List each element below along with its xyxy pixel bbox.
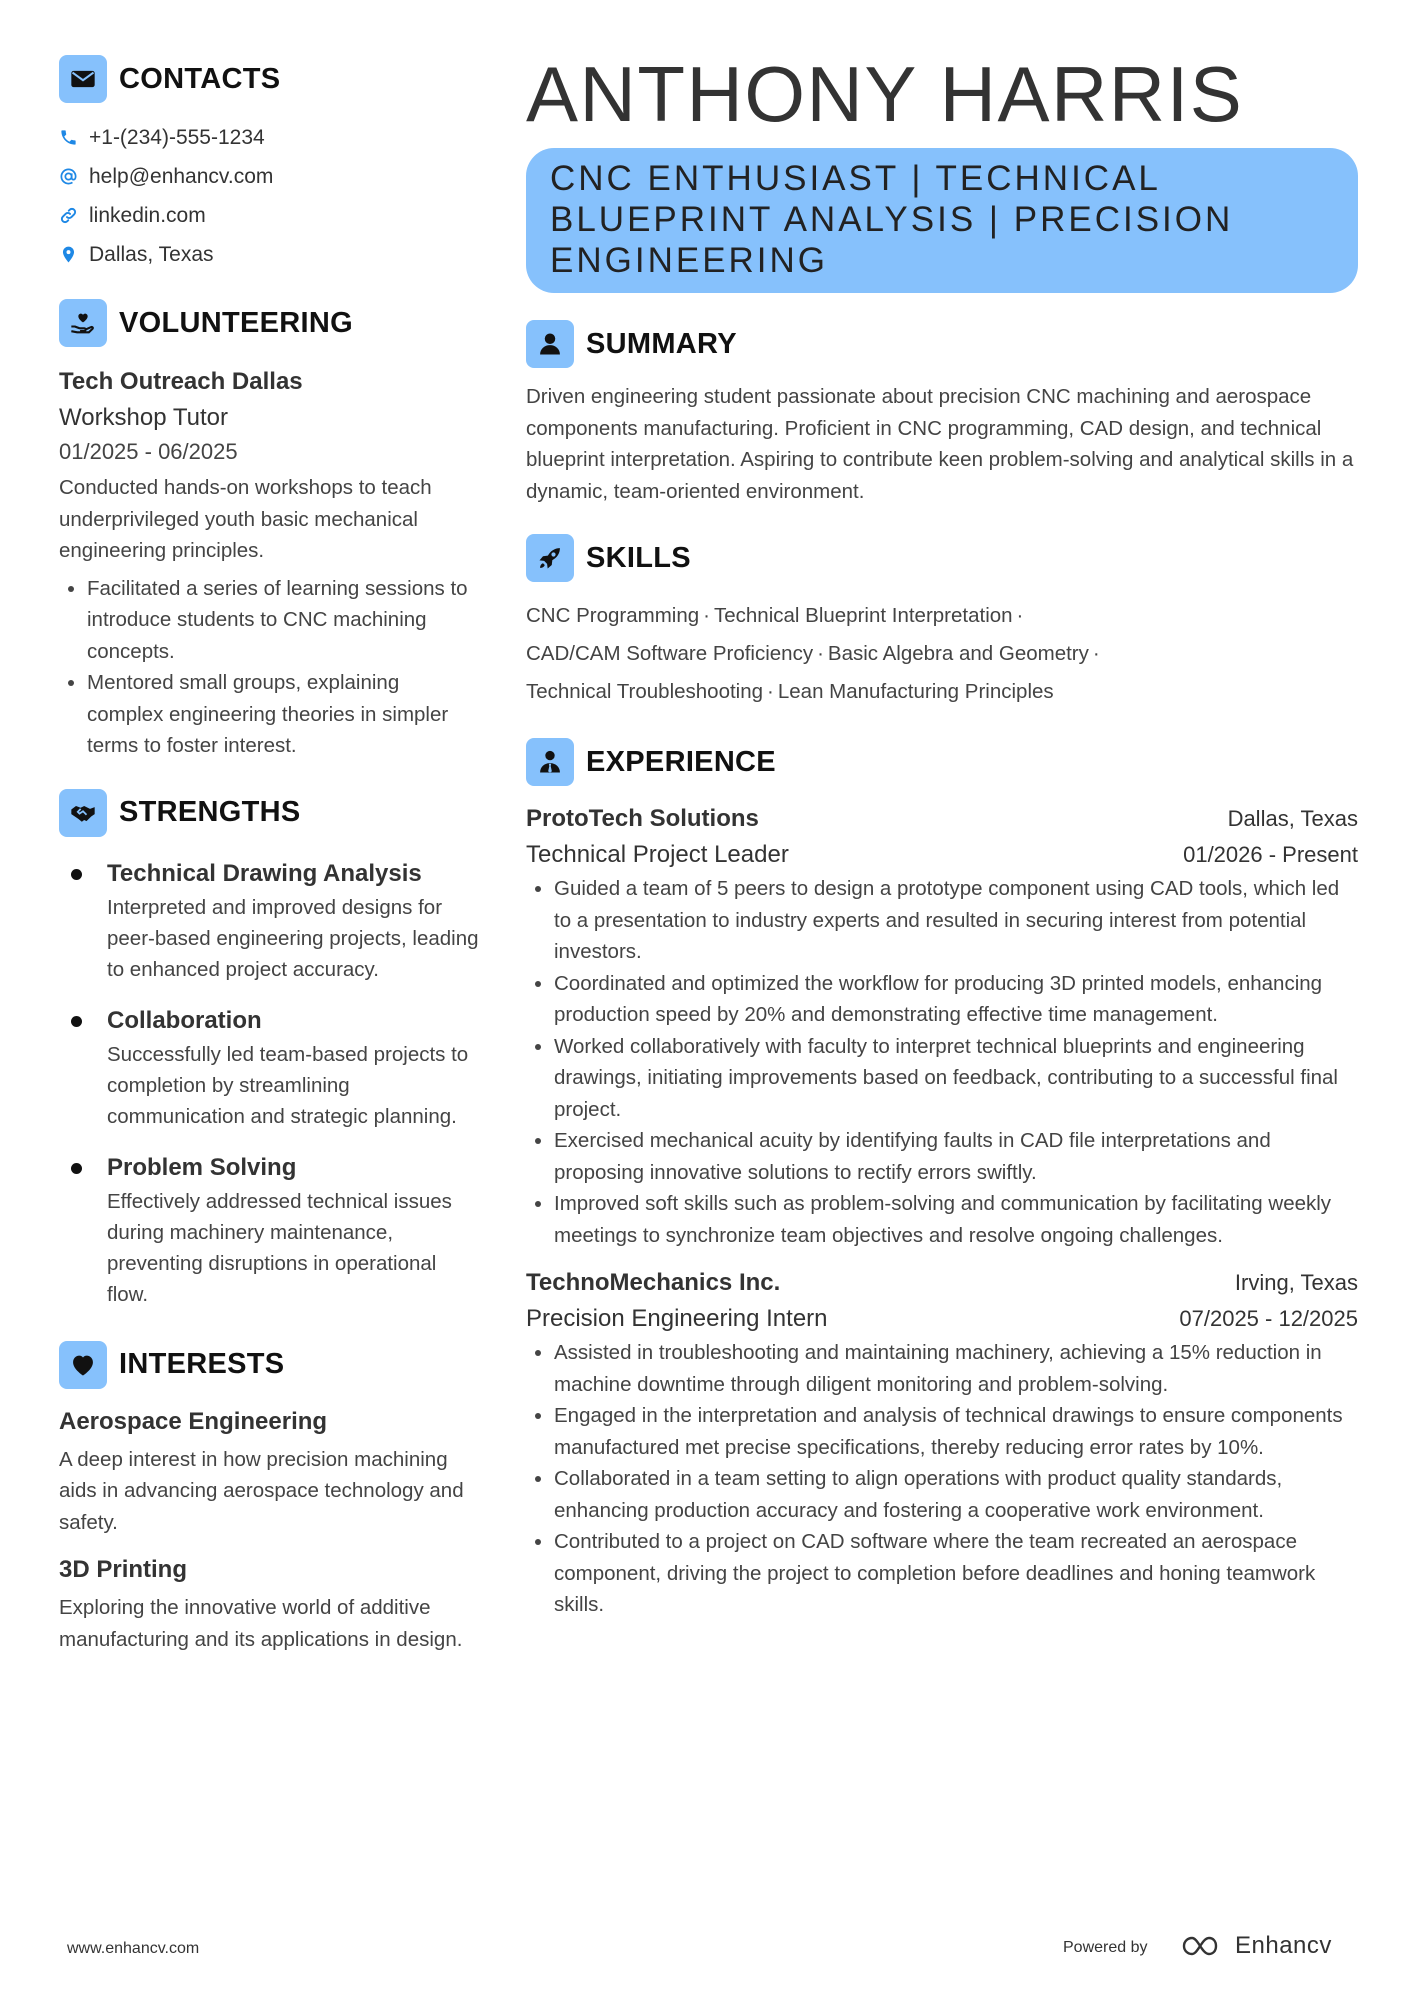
right-column xyxy=(526,50,1358,1621)
job-location: Irving, Texas xyxy=(1234,1270,1358,1295)
enhancv-logo[interactable] xyxy=(1181,1932,1332,1960)
summary-text: Driven engineering student passionate about precision CNC machining and aerospace components manufacturing. Proficient in CNC programming, CAD design, and technical blueprint interpretation. Aspiring to contribute keen problem-solving and analytical skills in a dynamic, team-oriented environment. xyxy=(526,385,1354,503)
interest-title: Aerospace Engineering xyxy=(59,1407,328,1435)
enhancv-logo-icon xyxy=(1181,1933,1227,1959)
interest-item xyxy=(59,1552,479,1655)
job-row xyxy=(526,801,1358,837)
at-icon xyxy=(59,167,89,186)
strength-description: Effectively addressed technical issues during machinery maintenance, preventing disruptions in operational flow. xyxy=(107,1189,452,1306)
link-icon xyxy=(59,206,89,225)
strengths-section xyxy=(59,788,479,1310)
job-dates: 07/2025 - 12/2025 xyxy=(1179,1306,1358,1331)
volunteering-bullet: Mentored small groups, explaining complex engineering theories in simpler terms to foster interest. xyxy=(59,667,479,762)
volunteering-description: Conducted hands-on workshops to teach underprivileged youth basic mechanical engineering principles. xyxy=(59,476,432,562)
strength-item xyxy=(59,1150,479,1310)
contact-location-text: Dallas, Texas xyxy=(89,242,214,266)
strength-item xyxy=(59,856,479,985)
skill-item: Lean Manufacturing Principles xyxy=(777,680,1054,703)
user-icon xyxy=(526,320,574,368)
skills-list xyxy=(526,597,1358,711)
contact-email-text: help@enhancv.com xyxy=(89,164,274,188)
skill-separator: · xyxy=(767,680,774,703)
job-entry xyxy=(526,1265,1358,1621)
interest-description: A deep interest in how precision machining aids in advancing aerospace technology and safety. xyxy=(59,1447,464,1534)
job-row xyxy=(526,837,1358,873)
job-location: Dallas, Texas xyxy=(1227,806,1358,831)
job-bullets xyxy=(526,1337,1358,1621)
envelope-icon xyxy=(59,55,107,103)
strength-title: Problem Solving xyxy=(59,1150,479,1186)
skill-separator: · xyxy=(1016,604,1024,627)
skill-separator: · xyxy=(817,642,824,665)
skill-item: Technical Blueprint Interpretation xyxy=(713,604,1013,627)
job-bullet: Contributed to a project on CAD software where the team recreated an aerospace component, driving the project to completion before deadlines and honing teamwork skills. xyxy=(526,1526,1358,1621)
phone-icon xyxy=(59,128,89,147)
contact-location xyxy=(59,235,479,274)
skills-title: SKILLS xyxy=(586,541,691,574)
volunteering-section xyxy=(59,298,479,762)
job-bullet: Exercised mechanical acuity by identifying faults in CAD file interpretations and proposing innovative solutions to rectify errors swiftly. xyxy=(526,1125,1358,1188)
job-bullet: Collaborated in a team setting to align operations with product quality standards, enhancing production accuracy and fostering a cooperative work environment. xyxy=(526,1463,1358,1526)
contact-linkedin[interactable] xyxy=(59,196,479,235)
strength-item xyxy=(59,1003,479,1132)
contact-phone[interactable] xyxy=(59,118,479,157)
skill-separator: · xyxy=(1092,642,1100,665)
strength-title: Collaboration xyxy=(59,1003,479,1039)
skill-item: Technical Troubleshooting xyxy=(526,680,764,703)
contacts-section xyxy=(59,54,479,274)
footer-brand: Enhancv xyxy=(1235,1932,1332,1959)
skill-item: Basic Algebra and Geometry xyxy=(827,642,1089,665)
footer-url[interactable]: www.enhancv.com xyxy=(67,1940,200,1957)
skills-line xyxy=(526,635,1358,673)
contact-phone-text: +1-(234)-555-1234 xyxy=(89,125,265,149)
location-pin-icon xyxy=(59,245,89,264)
job-bullet: Guided a team of 5 peers to design a prototype component using CAD tools, which led to a presentation to industry experts and resulted in securing interest from potential investors. xyxy=(526,873,1358,968)
strength-description: Successfully led team-based projects to completion by streamlining communication and strategic planning. xyxy=(107,1042,469,1128)
job-company: TechnoMechanics Inc. xyxy=(526,1269,781,1296)
handshake-icon xyxy=(59,789,107,837)
volunteering-header xyxy=(59,298,479,348)
skills-line xyxy=(526,673,1358,711)
experience-header xyxy=(526,737,1358,787)
contact-linkedin-text: linkedin.com xyxy=(89,203,206,227)
skills-line xyxy=(526,597,1358,635)
summary-header xyxy=(526,319,1358,369)
skill-separator: · xyxy=(703,604,710,627)
job-row xyxy=(526,1265,1358,1301)
job-bullet: Coordinated and optimized the workflow for producing 3D printed models, enhancing production speed by 20% and demonstrating effective time management. xyxy=(526,968,1358,1031)
skill-item: CAD/CAM Software Proficiency xyxy=(526,642,814,665)
left-column xyxy=(59,54,479,1655)
candidate-name: ANTHONY HARRIS xyxy=(526,50,1244,138)
summary-title: SUMMARY xyxy=(586,327,737,360)
job-bullet: Worked collaboratively with faculty to interpret technical blueprints and engineering drawings, initiating improvements based on feedback, contributing to a successful final project. xyxy=(526,1031,1358,1126)
contact-list xyxy=(59,118,479,274)
job-entry xyxy=(526,801,1358,1251)
experience-section xyxy=(526,737,1358,1621)
hand-heart-icon xyxy=(59,299,107,347)
job-company: ProtoTech Solutions xyxy=(526,805,759,832)
rocket-icon xyxy=(526,534,574,582)
job-title: Precision Engineering Intern xyxy=(526,1305,828,1332)
job-row xyxy=(526,1301,1358,1337)
contacts-header xyxy=(59,54,479,104)
volunteering-org: Tech Outreach Dallas xyxy=(59,368,303,395)
interest-title: 3D Printing xyxy=(59,1556,188,1583)
contacts-title: CONTACTS xyxy=(119,62,281,95)
skills-section xyxy=(526,533,1358,711)
heart-icon xyxy=(59,1341,107,1389)
interests-title: INTERESTS xyxy=(119,1348,285,1380)
strength-title: Technical Drawing Analysis xyxy=(59,856,479,892)
footer xyxy=(0,1930,1410,1970)
interests-section xyxy=(59,1340,479,1656)
volunteering-title: VOLUNTEERING xyxy=(119,306,353,339)
volunteering-bullets xyxy=(59,573,479,762)
skills-header xyxy=(526,533,1358,583)
experience-title: EXPERIENCE xyxy=(586,745,776,778)
contact-email[interactable] xyxy=(59,157,479,196)
job-bullet: Engaged in the interpretation and analysis of technical drawings to ensure components manufactured met precise specifications, thereby reducing error rates by 10%. xyxy=(526,1400,1358,1463)
job-bullet: Assisted in troubleshooting and maintaining machinery, achieving a 15% reduction in machine downtime through diligent monitoring and problem-solving. xyxy=(526,1337,1358,1400)
job-bullet: Improved soft skills such as problem-solving and communication by facilitating weekly meetings to synchronize team objectives and resolve ongoing challenges. xyxy=(526,1188,1358,1251)
skill-item: CNC Programming xyxy=(526,604,700,627)
interests-header xyxy=(59,1340,479,1390)
job-title: Technical Project Leader xyxy=(526,841,789,868)
volunteering-bullet: Facilitated a series of learning sessions to introduce students to CNC machining concepts. xyxy=(59,573,479,668)
candidate-tagline: CNC ENTHUSIAST | TECHNICAL BLUEPRINT ANALYSIS | PRECISION ENGINEERING xyxy=(526,148,1358,293)
strength-description: Interpreted and improved designs for peer-based engineering projects, leading to enhanced project accuracy. xyxy=(107,895,479,981)
volunteering-role: Workshop Tutor xyxy=(59,404,228,431)
strengths-header xyxy=(59,788,479,838)
volunteering-dates: 01/2025 - 06/2025 xyxy=(59,439,238,464)
footer-powered-by: Powered by xyxy=(1063,1939,1148,1956)
volunteering-entry xyxy=(59,364,479,762)
briefcase-user-icon xyxy=(526,738,574,786)
strengths-title: STRENGTHS xyxy=(119,796,301,828)
job-bullets xyxy=(526,873,1358,1251)
summary-section xyxy=(526,319,1358,507)
interest-description: Exploring the innovative world of additive manufacturing and its applications in design. xyxy=(59,1596,463,1651)
job-dates: 01/2026 - Present xyxy=(1183,842,1358,867)
interest-item xyxy=(59,1404,479,1539)
